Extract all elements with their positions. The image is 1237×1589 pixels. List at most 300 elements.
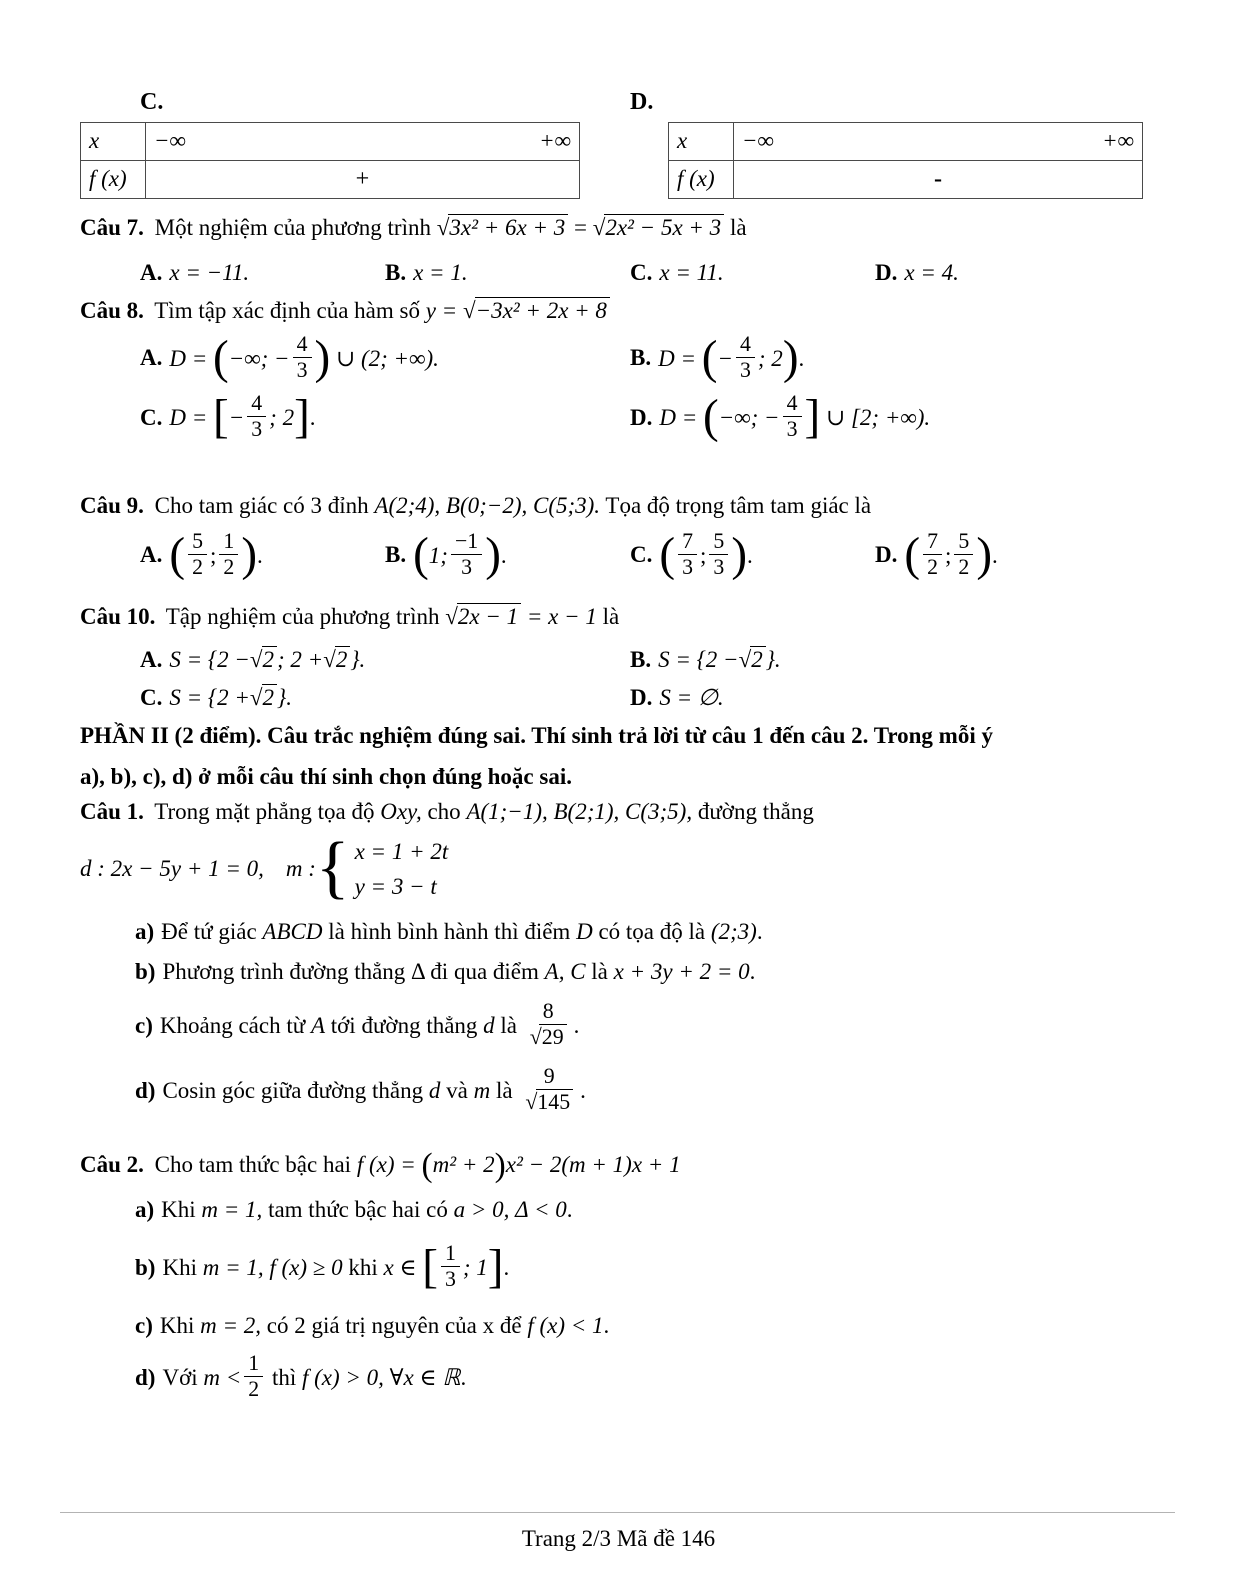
fraction-denominator xyxy=(521,1090,577,1115)
close-bracket: ] xyxy=(487,1240,504,1293)
sqrt-radicand: 2x² − 5x + 3 xyxy=(604,214,724,240)
statement-letter: b) xyxy=(135,1254,156,1280)
open-paren: ( xyxy=(169,528,186,581)
coordinates: (2;3) xyxy=(710,918,757,944)
table-row xyxy=(81,161,580,199)
sqrt-sign: √ xyxy=(249,646,263,672)
option-7d xyxy=(875,256,959,291)
option-8d xyxy=(630,390,931,445)
x-range-cell xyxy=(145,123,579,161)
option-letter: D. xyxy=(875,259,898,285)
fraction-denominator: 3 xyxy=(444,1267,456,1291)
radical xyxy=(250,647,277,672)
interval-text: ; 2 xyxy=(269,404,295,430)
fraction-numerator: 7 xyxy=(678,529,697,555)
set-name: D = xyxy=(169,404,208,430)
interval-tail: ∪ (2; +∞). xyxy=(335,345,439,371)
point-names: A, C xyxy=(544,959,586,985)
set-text: S = ∅. xyxy=(659,685,724,710)
period: . xyxy=(503,1254,510,1280)
sqrt-sign: √ xyxy=(436,215,450,240)
question-7 xyxy=(80,211,959,290)
question-10-title xyxy=(80,600,781,635)
fraction-denominator: 2 xyxy=(958,554,970,579)
conclusion: f (x) > 0, ∀x ∈ ℝ xyxy=(301,1364,461,1390)
fraction-denominator: 3 xyxy=(682,554,693,579)
fraction-numerator: 5 xyxy=(188,529,207,555)
set-name: D = xyxy=(169,345,208,371)
statement-1a xyxy=(135,915,1190,950)
question-7-suffix: là xyxy=(729,215,747,240)
interval-text: −∞; − xyxy=(718,404,780,430)
question-9-suffix: Tọa độ trọng tâm tam giác là xyxy=(605,493,872,518)
open-bracket: [ xyxy=(422,1240,438,1293)
question-10-suffix: là xyxy=(602,604,620,629)
line-equation: x + 3y + 2 = 0 xyxy=(613,959,750,985)
option-10b xyxy=(630,643,781,678)
condition: m = 2, xyxy=(200,1313,262,1339)
question-10-number: Câu 10. xyxy=(80,604,156,629)
option-letter: D. xyxy=(630,404,653,430)
fraction xyxy=(219,529,238,580)
option-letter: A. xyxy=(140,345,163,371)
sqrt-radicand: 2 xyxy=(750,646,766,672)
pos-infinity: +∞ xyxy=(1102,128,1134,154)
inequality: f (x) < 1 xyxy=(527,1313,604,1339)
period: . xyxy=(603,1313,610,1339)
equals-sign: = xyxy=(573,215,587,240)
statement-text: là xyxy=(591,959,608,985)
line-d-equation: d : 2x − 5y + 1 = 0, xyxy=(80,855,264,881)
period: . xyxy=(257,542,263,568)
question-2-number: Câu 2. xyxy=(80,1152,144,1177)
sqrt-sign: √ xyxy=(323,646,336,672)
statement-text: Khi xyxy=(162,1254,197,1280)
intro-text: cho xyxy=(427,799,461,824)
interval-text: − xyxy=(717,345,733,371)
fraction-numerator: 9 xyxy=(540,1064,559,1090)
question-8 xyxy=(80,294,930,445)
question-7-number: Câu 7. xyxy=(80,215,144,240)
fraction xyxy=(247,391,266,442)
open-paren: ( xyxy=(213,331,229,384)
sqrt-sign: √ xyxy=(445,604,458,629)
statement-text: có tọa độ là xyxy=(598,918,706,944)
point-name: A xyxy=(310,1012,325,1038)
option-text: x = 4. xyxy=(904,259,959,285)
set-text: S = {2 − xyxy=(169,646,250,672)
set-text: }. xyxy=(350,646,366,672)
set-text: }. xyxy=(277,685,292,710)
function-lead: f (x) = xyxy=(356,1152,416,1177)
statement-letter: d) xyxy=(135,1364,156,1390)
close-paren: ) xyxy=(731,528,748,581)
intro-text: đường thẳng xyxy=(697,799,814,824)
statement-text: Để tứ giác xyxy=(161,918,257,944)
close-paren: ) xyxy=(485,528,501,581)
fraction-numerator: 1 xyxy=(244,1351,263,1377)
system-line-1: x = 1 + 2t xyxy=(354,838,449,864)
close-bracket: ] xyxy=(294,390,310,443)
statement-text: là hình bình hành thì điểm xyxy=(328,918,571,944)
system-brace: { xyxy=(315,828,350,907)
statement-text: Với xyxy=(162,1364,198,1390)
open-paren: ( xyxy=(659,528,676,581)
fraction xyxy=(451,529,482,580)
point-name: D xyxy=(576,918,593,944)
sqrt-sign: √ xyxy=(525,1090,538,1115)
interval-text: −∞; − xyxy=(228,345,290,371)
conclusion: a > 0, Δ < 0 xyxy=(453,1197,567,1223)
fraction-denominator xyxy=(526,1025,571,1050)
fx-header-cell: f (x) xyxy=(669,161,734,199)
set-text: S = {2 − xyxy=(658,646,739,672)
table-row xyxy=(81,123,580,161)
part-2-line-1: PHẦN II (2 điểm). Câu trắc nghiệm đúng sai. Thí sinh trả lời từ câu 1 đến câu 2. Trong mỗi ý xyxy=(80,723,993,748)
membership: x ∈ xyxy=(383,1254,417,1280)
question-1-intro xyxy=(80,795,1190,830)
radical xyxy=(250,685,277,710)
distance-fraction xyxy=(526,999,571,1050)
sqrt-radicand: 2 xyxy=(335,646,351,672)
question-7-options xyxy=(140,256,959,291)
fraction-denominator: 3 xyxy=(296,357,308,382)
statement-text: Khoảng cách từ xyxy=(159,1012,306,1038)
condition: m = 1, xyxy=(201,1197,263,1223)
option-c-table-group xyxy=(80,84,580,199)
sqrt-radicand: 2x − 1 xyxy=(457,603,521,629)
sign-table-c xyxy=(80,122,580,199)
sqrt-sign: √ xyxy=(249,685,263,710)
question-8-text: Tìm tập xác định của hàm số xyxy=(154,298,420,323)
fraction-numerator: 4 xyxy=(247,391,266,417)
fraction-denominator: 2 xyxy=(223,554,235,579)
condition: m < xyxy=(203,1364,242,1390)
open-bracket: [ xyxy=(213,390,229,443)
interval-text: − xyxy=(228,404,245,430)
quad-name: ABCD xyxy=(262,918,323,944)
question-9-number: Câu 9. xyxy=(80,493,144,518)
set-name: D = xyxy=(658,345,696,371)
x-header-cell: x xyxy=(81,123,146,161)
fraction xyxy=(188,529,207,580)
fraction-denominator: 3 xyxy=(786,416,798,441)
open-paren: ( xyxy=(413,528,429,581)
statement-text: Cosin góc giữa đường thẳng xyxy=(162,1077,424,1103)
line-name: m xyxy=(473,1077,491,1103)
x-header-cell: x xyxy=(669,123,734,161)
period: . xyxy=(500,542,507,568)
statement-2d xyxy=(135,1350,1190,1405)
close-paren: ) xyxy=(976,528,993,581)
option-letter: B. xyxy=(630,646,652,672)
statement-text: và xyxy=(446,1077,468,1103)
sqrt-radicand: 2 xyxy=(262,646,278,672)
neg-infinity: −∞ xyxy=(742,128,774,154)
statement-text: tam thức bậc hai có xyxy=(268,1197,448,1223)
option-letter: C. xyxy=(140,404,163,430)
table-row xyxy=(669,123,1143,161)
sqrt-radicand: 145 xyxy=(536,1089,573,1114)
sqrt-sign: √ xyxy=(529,1024,542,1049)
statement-1b xyxy=(135,955,1190,990)
question-8-options-row-2 xyxy=(140,390,931,445)
fraction-numerator: 1 xyxy=(441,1241,460,1267)
interval-tail: ∪ [2; +∞). xyxy=(825,404,931,430)
question-2-intro xyxy=(80,1148,1190,1183)
statement-text: thì xyxy=(271,1364,297,1390)
question-10-options-row-2 xyxy=(140,681,781,716)
sqrt-sign: √ xyxy=(738,646,752,672)
fraction-numerator: 5 xyxy=(709,529,728,555)
period: . xyxy=(460,1364,467,1390)
intro-text: Trong mặt phẳng tọa độ xyxy=(154,799,375,824)
fraction-denominator: 2 xyxy=(927,554,938,579)
x-range-cell xyxy=(734,123,1143,161)
open-paren: ( xyxy=(701,331,718,384)
fraction xyxy=(709,529,728,580)
fraction-numerator: 7 xyxy=(923,529,942,555)
option-letter: B. xyxy=(385,259,407,285)
option-letter: A. xyxy=(140,646,163,672)
question-7-text: Một nghiệm của phương trình xyxy=(154,215,431,240)
option-7a xyxy=(140,256,385,291)
close-paren: ) xyxy=(314,331,331,384)
sign-cell: - xyxy=(734,161,1143,199)
option-d-label: D. xyxy=(630,89,654,115)
lines-definition xyxy=(80,828,1190,907)
triangle-points: A(2;4), B(0;−2), C(5;3). xyxy=(374,493,601,518)
fraction-denominator: 3 xyxy=(461,554,473,579)
statement-letter: a) xyxy=(135,1197,155,1223)
tf-question-1 xyxy=(80,795,1190,1118)
option-9b xyxy=(385,528,630,583)
option-letter: C. xyxy=(630,542,653,568)
radical xyxy=(323,647,350,672)
period: . xyxy=(798,345,805,371)
open-paren: ( xyxy=(703,390,719,443)
radical-right xyxy=(593,215,724,240)
statement-1d xyxy=(135,1064,1190,1118)
radical xyxy=(463,298,610,323)
period: . xyxy=(566,1197,573,1223)
sign-table-d xyxy=(668,122,1143,199)
fraction xyxy=(293,332,312,383)
statement-text: là xyxy=(500,1012,518,1038)
fraction xyxy=(923,529,942,580)
fraction-denominator: 3 xyxy=(739,357,751,382)
fx-header-cell: f (x) xyxy=(81,161,146,199)
statement-text: là xyxy=(495,1077,513,1103)
option-10a xyxy=(140,643,630,678)
paren-inner: m² + 2 xyxy=(432,1152,495,1177)
open-paren: ( xyxy=(421,1147,433,1185)
question-9-options xyxy=(140,528,998,583)
interval-text: ; 2 xyxy=(757,345,783,371)
period: . xyxy=(749,959,756,985)
option-letter: B. xyxy=(385,542,407,568)
period: . xyxy=(747,542,753,568)
question-9-text: Cho tam giác có 3 đỉnh xyxy=(154,493,369,518)
statement-letter: b) xyxy=(135,959,156,985)
sqrt-radicand: −3x² + 2x + 8 xyxy=(475,297,610,323)
question-10-options-row-1 xyxy=(140,643,781,678)
fraction xyxy=(783,391,802,442)
question-8-number: Câu 8. xyxy=(80,298,144,323)
part-2-header xyxy=(80,719,1180,794)
statement-2a xyxy=(135,1193,1190,1228)
option-7b xyxy=(385,256,630,291)
separator: ; xyxy=(945,542,952,568)
option-text: x = −11. xyxy=(169,259,250,285)
question-9-title xyxy=(80,489,998,524)
answer-sign-tables xyxy=(80,84,1143,199)
fraction xyxy=(441,1241,460,1292)
radical xyxy=(739,647,766,672)
cosine-fraction xyxy=(521,1064,577,1115)
fraction-numerator: −1 xyxy=(451,529,482,555)
option-9d xyxy=(875,528,998,583)
option-letter: A. xyxy=(140,259,163,285)
line-name: d xyxy=(483,1012,495,1038)
question-8-options-row-1 xyxy=(140,331,930,386)
sqrt-sign: √ xyxy=(462,298,476,323)
question-10-text: Tập nghiệm của phương trình xyxy=(165,604,440,629)
fraction xyxy=(678,529,697,580)
part-2-line-2: a), b), c), d) ở mỗi câu thí sinh chọn đúng hoặc sai. xyxy=(80,763,572,789)
separator: ; xyxy=(700,542,707,568)
coordinate-text: 1; xyxy=(428,542,448,568)
set-text: ; 2 + xyxy=(277,646,324,672)
question-7-title xyxy=(80,211,959,246)
fraction xyxy=(736,332,755,383)
page-footer: Trang 2/3 Mã đề 146 xyxy=(521,1526,716,1551)
option-letter: B. xyxy=(630,345,652,371)
set-text: S = {2 + xyxy=(169,685,250,710)
option-9a xyxy=(140,528,385,583)
x-range xyxy=(742,124,1134,159)
question-8-title xyxy=(80,294,930,329)
interval-text: ; 1 xyxy=(462,1254,488,1280)
fraction-numerator: 1 xyxy=(219,529,238,555)
fraction-numerator: 8 xyxy=(539,999,558,1025)
sqrt-radicand: 3x² + 6x + 3 xyxy=(448,214,568,240)
separator: ; xyxy=(210,542,217,568)
sqrt-radicand: 2 xyxy=(262,684,278,710)
points: A(1;−1), B(2;1), C(3;5), xyxy=(466,799,693,824)
option-10c xyxy=(140,681,630,716)
function-lead: y = xyxy=(425,298,458,323)
footer-divider xyxy=(60,1512,1175,1513)
fraction xyxy=(244,1351,263,1402)
plane-name: Oxy, xyxy=(380,799,422,824)
statement-text: Khi xyxy=(161,1197,196,1223)
intro-text: Cho tam thức bậc hai xyxy=(154,1152,352,1177)
line-name: d xyxy=(428,1077,441,1103)
open-paren: ( xyxy=(904,528,921,581)
system-line-2: y = 3 − t xyxy=(354,874,437,900)
statement-letter: c) xyxy=(135,1012,153,1038)
close-paren: ) xyxy=(782,331,799,384)
set-text: }. xyxy=(765,646,781,672)
statement-letter: d) xyxy=(135,1077,156,1103)
option-letter: C. xyxy=(140,685,163,710)
fraction xyxy=(954,529,973,580)
statement-1c xyxy=(135,998,1190,1053)
period: . xyxy=(756,918,763,944)
option-10d xyxy=(630,681,724,716)
period: . xyxy=(309,404,316,430)
option-text: x = 1. xyxy=(413,259,468,285)
tf-question-2 xyxy=(80,1148,1190,1405)
statement-text: khi xyxy=(348,1254,378,1280)
question-1-number: Câu 1. xyxy=(80,799,144,824)
neg-infinity: −∞ xyxy=(153,128,186,154)
option-c-label: C. xyxy=(140,89,164,115)
condition: m = 1, f (x) ≥ 0 xyxy=(202,1254,343,1280)
period: . xyxy=(992,542,998,568)
table-row xyxy=(669,161,1143,199)
sign-cell: + xyxy=(145,161,579,199)
set-name: D = xyxy=(659,404,698,430)
pos-infinity: +∞ xyxy=(539,128,571,154)
sqrt-radicand: 29 xyxy=(541,1024,567,1049)
option-8a xyxy=(140,331,630,386)
fraction-numerator: 4 xyxy=(783,391,802,417)
x-range xyxy=(154,124,571,159)
close-paren: ) xyxy=(241,528,258,581)
fraction-numerator: 4 xyxy=(293,332,312,358)
period: . xyxy=(573,1012,580,1038)
statement-letter: a) xyxy=(135,918,155,944)
option-letter: D. xyxy=(875,542,898,568)
option-7c xyxy=(630,256,875,291)
question-9 xyxy=(80,489,998,583)
equation-tail: = x − 1 xyxy=(526,604,597,629)
statement-text: tới đường thẳng xyxy=(330,1012,478,1038)
option-text: x = 11. xyxy=(659,259,724,285)
radical xyxy=(445,604,521,629)
option-d-table-group xyxy=(630,84,1143,199)
fraction-denominator: 3 xyxy=(713,554,725,579)
fraction-denominator: 2 xyxy=(248,1376,260,1401)
statement-text: Phương trình đường thẳng Δ đi qua điểm xyxy=(162,959,539,985)
sqrt-sign: √ xyxy=(592,215,606,240)
option-9c xyxy=(630,528,875,583)
period: . xyxy=(580,1077,586,1103)
function-tail: x² − 2(m + 1)x + 1 xyxy=(505,1152,681,1177)
radical-left xyxy=(437,215,568,240)
option-letter: A. xyxy=(140,542,163,568)
fraction-denominator: 3 xyxy=(251,416,263,441)
statement-2c xyxy=(135,1309,1190,1344)
line-m-label: m : xyxy=(285,855,316,881)
option-8c xyxy=(140,390,630,445)
fraction-numerator: 5 xyxy=(954,529,973,555)
close-paren: ) xyxy=(494,1147,506,1185)
statement-text: có 2 giá trị nguyên của x để xyxy=(266,1313,522,1339)
fraction-numerator: 4 xyxy=(736,332,755,358)
question-10 xyxy=(80,600,781,716)
statement-2b xyxy=(135,1240,1190,1295)
option-letter: C. xyxy=(630,259,653,285)
statement-letter: c) xyxy=(135,1313,153,1339)
parametric-system xyxy=(355,834,449,905)
option-letter: D. xyxy=(630,685,653,710)
close-bracket: ] xyxy=(804,390,821,443)
option-8b xyxy=(630,331,805,386)
fraction-denominator: 2 xyxy=(192,554,203,579)
